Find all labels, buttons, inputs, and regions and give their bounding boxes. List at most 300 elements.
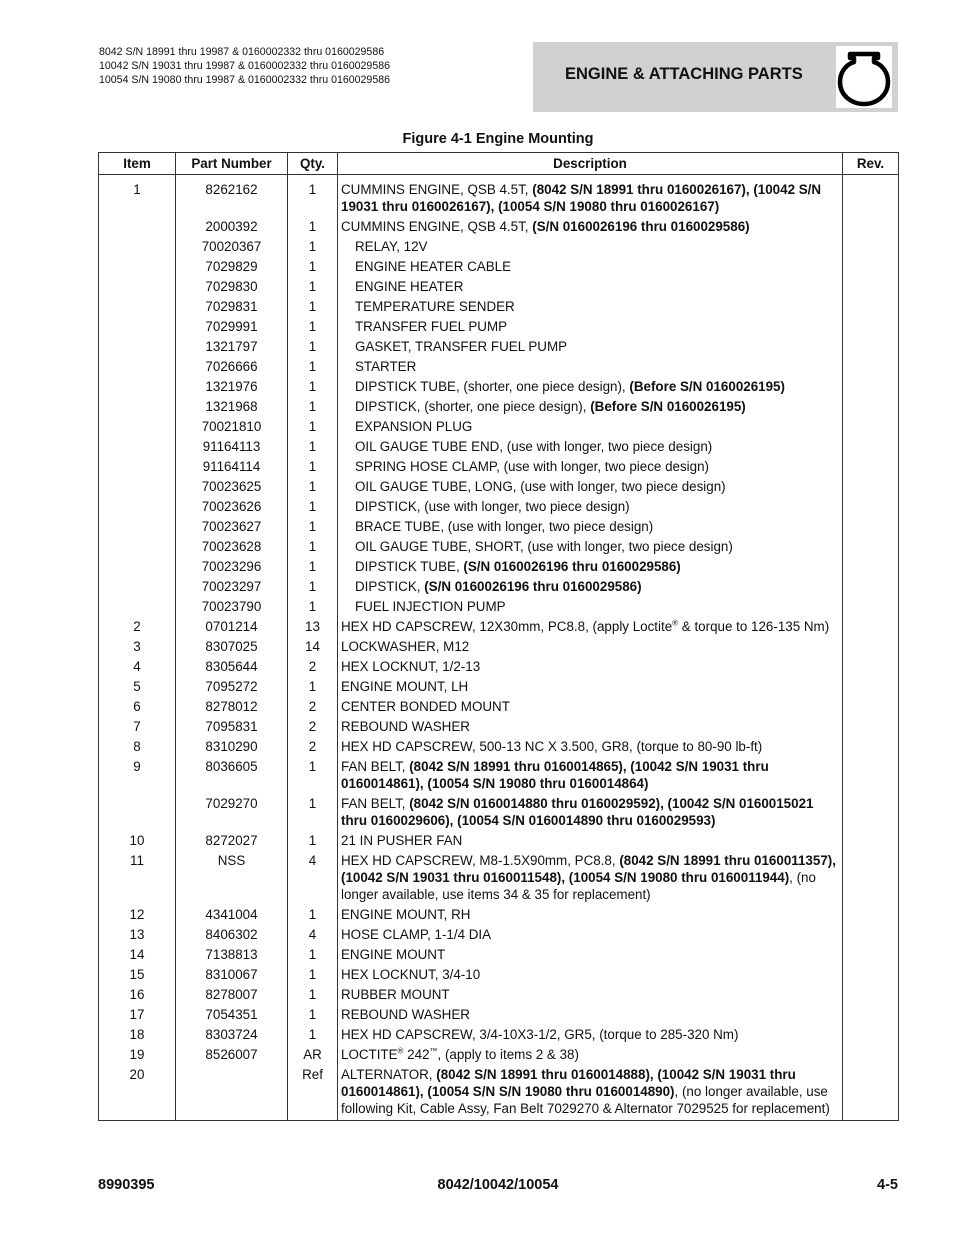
rev-cell — [843, 717, 899, 737]
description-text: REBOUND WASHER — [341, 719, 470, 734]
qty-cell: 1 — [288, 677, 338, 697]
description-text: (8042 S/N 18991 thru 0160014865), (10042 S/N 19031 thru 0160014861), (10054 S/N 19080 thru 0160014864) — [341, 759, 769, 791]
qty-cell: 2 — [288, 737, 338, 757]
table-row — [99, 717, 899, 737]
description-cell — [338, 617, 843, 637]
table-row — [99, 697, 899, 717]
footer-page-number: 4-5 — [877, 1177, 898, 1193]
part-number-cell: 7095272 — [176, 677, 288, 697]
table-row — [99, 257, 899, 277]
description-cell — [338, 537, 843, 557]
description-text: HEX HD CAPSCREW, M8-1.5X90mm, PC8.8, — [341, 853, 620, 868]
description-cell — [338, 597, 843, 617]
description-cell — [338, 1065, 843, 1121]
description-cell — [338, 637, 843, 657]
description-text: ENGINE HEATER CABLE — [355, 259, 512, 274]
part-number-cell: 4341004 — [176, 905, 288, 925]
table-row — [99, 557, 899, 577]
rev-cell — [843, 417, 899, 437]
item-cell — [99, 577, 176, 597]
description-text: , (no longer available, use following Kit, Cable Assy, Fan Belt 7029270 & Alternator 7029525 for replacement) — [341, 1084, 830, 1116]
qty-cell: 2 — [288, 717, 338, 737]
part-number-cell: 70023790 — [176, 597, 288, 617]
description-cell — [338, 417, 843, 437]
item-cell — [99, 237, 176, 257]
footer-models: 8042/10042/10054 — [437, 1177, 559, 1193]
column-header-description: Description — [338, 153, 843, 175]
description-text: , (no longer available, use items 34 & 35 for replacement) — [341, 870, 816, 902]
table-row — [99, 677, 899, 697]
description-text: RELAY, 12V — [355, 239, 428, 254]
item-cell — [99, 217, 176, 237]
part-number-cell: 8278007 — [176, 985, 288, 1005]
column-header-item: Item — [99, 153, 176, 175]
column-header-qty: Qty. — [288, 153, 338, 175]
description-cell — [338, 257, 843, 277]
item-cell — [99, 477, 176, 497]
rev-cell — [843, 297, 899, 317]
qty-cell: 1 — [288, 297, 338, 317]
description-text: OIL GAUGE TUBE END, (use with longer, two piece design) — [355, 439, 713, 454]
description-text: ENGINE MOUNT, RH — [341, 907, 471, 922]
description-cell — [338, 297, 843, 317]
description-text: EXPANSION PLUG — [355, 419, 473, 434]
rev-cell — [843, 175, 899, 218]
description-text: (Before S/N 0160026195) — [629, 379, 785, 394]
description-text: (8042 S/N 18991 thru 0160011357), (10042 S/N 19031 thru 0160011548), (10054 S/N 19080 thru 0160011944) — [341, 853, 836, 885]
description-cell — [338, 925, 843, 945]
description-cell — [338, 757, 843, 794]
table-row — [99, 985, 899, 1005]
table-row — [99, 537, 899, 557]
table-row — [99, 831, 899, 851]
qty-cell: 4 — [288, 925, 338, 945]
qty-cell: 1 — [288, 831, 338, 851]
table-row — [99, 517, 899, 537]
rev-cell — [843, 1045, 899, 1065]
rev-cell — [843, 377, 899, 397]
item-cell: 10 — [99, 831, 176, 851]
table-row — [99, 417, 899, 437]
table-row — [99, 757, 899, 794]
rev-cell — [843, 277, 899, 297]
qty-cell: 1 — [288, 517, 338, 537]
table-row — [99, 217, 899, 237]
table-row — [99, 945, 899, 965]
qty-cell: 1 — [288, 945, 338, 965]
description-cell — [338, 677, 843, 697]
description-text: HEX LOCKNUT, 3/4-10 — [341, 967, 481, 982]
rev-cell — [843, 397, 899, 417]
item-cell: 15 — [99, 965, 176, 985]
qty-cell: 1 — [288, 457, 338, 477]
part-number-cell: 8272027 — [176, 831, 288, 851]
description-cell — [338, 717, 843, 737]
table-row — [99, 277, 899, 297]
part-number-cell: 1321968 — [176, 397, 288, 417]
section-header — [533, 42, 898, 112]
serial-line: 10054 S/N 19080 thru 19987 & 0160002332 thru 0160029586 — [99, 74, 390, 86]
part-number-cell: NSS — [176, 851, 288, 905]
part-number-cell: 8303724 — [176, 1025, 288, 1045]
description-text: , (apply to items 2 & 38) — [437, 1047, 579, 1062]
item-cell — [99, 337, 176, 357]
table-row — [99, 577, 899, 597]
description-text: FUEL INJECTION PUMP — [355, 599, 506, 614]
item-cell: 20 — [99, 1065, 176, 1121]
description-cell — [338, 175, 843, 218]
description-text: CUMMINS ENGINE, QSB 4.5T, — [341, 219, 533, 234]
part-number-cell: 70023627 — [176, 517, 288, 537]
item-cell — [99, 377, 176, 397]
qty-cell: 1 — [288, 497, 338, 517]
qty-cell: 1 — [288, 237, 338, 257]
description-cell — [338, 831, 843, 851]
description-cell — [338, 737, 843, 757]
item-cell — [99, 557, 176, 577]
rev-cell — [843, 794, 899, 831]
table-row — [99, 851, 899, 905]
description-cell — [338, 985, 843, 1005]
rev-cell — [843, 697, 899, 717]
qty-cell: Ref — [288, 1065, 338, 1121]
description-cell — [338, 517, 843, 537]
table-row — [99, 477, 899, 497]
rev-cell — [843, 677, 899, 697]
part-number-cell: 1321976 — [176, 377, 288, 397]
rev-cell — [843, 945, 899, 965]
item-cell: 16 — [99, 985, 176, 1005]
description-cell — [338, 577, 843, 597]
description-text: HOSE CLAMP, 1-1/4 DIA — [341, 927, 492, 942]
qty-cell: 4 — [288, 851, 338, 905]
table-row — [99, 617, 899, 637]
description-text: CENTER BONDED MOUNT — [341, 699, 510, 714]
item-cell — [99, 357, 176, 377]
part-number-cell: 7029831 — [176, 297, 288, 317]
qty-cell: AR — [288, 1045, 338, 1065]
rev-cell — [843, 357, 899, 377]
rev-cell — [843, 637, 899, 657]
table-row — [99, 317, 899, 337]
item-cell — [99, 457, 176, 477]
table-row — [99, 1065, 899, 1121]
part-number-cell: 91164114 — [176, 457, 288, 477]
table-row — [99, 1005, 899, 1025]
footer-doc-number: 8990395 — [98, 1177, 155, 1193]
qty-cell: 13 — [288, 617, 338, 637]
item-cell: 3 — [99, 637, 176, 657]
part-number-cell: 7095831 — [176, 717, 288, 737]
part-number-cell: 8307025 — [176, 637, 288, 657]
trademark-mark: ™ — [429, 1046, 438, 1056]
rev-cell — [843, 1025, 899, 1045]
description-text: (8042 S/N 18991 thru 0160026167), (10042 S/N 19031 thru 0160026167), (10054 S/N 19080 thru 0160026167) — [341, 182, 822, 214]
part-number-cell: 7138813 — [176, 945, 288, 965]
rev-cell — [843, 851, 899, 905]
parts-table-body — [99, 175, 899, 1121]
part-number-cell: 7029830 — [176, 277, 288, 297]
item-cell — [99, 537, 176, 557]
item-cell — [99, 597, 176, 617]
description-text: 21 IN PUSHER FAN — [341, 833, 463, 848]
description-cell — [338, 217, 843, 237]
rev-cell — [843, 597, 899, 617]
part-number-cell: 70021810 — [176, 417, 288, 437]
part-number-cell: 70023625 — [176, 477, 288, 497]
qty-cell: 1 — [288, 577, 338, 597]
part-number-cell: 7054351 — [176, 1005, 288, 1025]
item-cell: 18 — [99, 1025, 176, 1045]
part-number-cell — [176, 1065, 288, 1121]
qty-cell: 1 — [288, 965, 338, 985]
item-cell: 12 — [99, 905, 176, 925]
description-cell — [338, 851, 843, 905]
part-number-cell: 70023626 — [176, 497, 288, 517]
parts-table — [98, 152, 899, 1121]
part-number-cell: 70023296 — [176, 557, 288, 577]
qty-cell: 1 — [288, 985, 338, 1005]
description-cell — [338, 697, 843, 717]
item-cell: 8 — [99, 737, 176, 757]
qty-cell: 1 — [288, 417, 338, 437]
part-number-cell: 8526007 — [176, 1045, 288, 1065]
table-row — [99, 794, 899, 831]
item-cell — [99, 257, 176, 277]
rev-cell — [843, 925, 899, 945]
table-row — [99, 437, 899, 457]
part-number-cell: 8278012 — [176, 697, 288, 717]
table-row — [99, 337, 899, 357]
item-cell: 6 — [99, 697, 176, 717]
item-cell: 9 — [99, 757, 176, 794]
item-cell: 2 — [99, 617, 176, 637]
qty-cell: 2 — [288, 697, 338, 717]
table-row — [99, 657, 899, 677]
item-cell: 11 — [99, 851, 176, 905]
description-text: DIPSTICK, — [355, 579, 425, 594]
part-number-cell: 7026666 — [176, 357, 288, 377]
trademark-mark: ® — [672, 618, 679, 628]
part-number-cell: 1321797 — [176, 337, 288, 357]
description-cell — [338, 377, 843, 397]
item-cell — [99, 437, 176, 457]
part-number-cell: 8305644 — [176, 657, 288, 677]
description-text: DIPSTICK TUBE, (shorter, one piece design), — [355, 379, 630, 394]
qty-cell: 1 — [288, 437, 338, 457]
qty-cell: 1 — [288, 905, 338, 925]
description-cell — [338, 317, 843, 337]
item-cell: 7 — [99, 717, 176, 737]
part-number-cell: 8036605 — [176, 757, 288, 794]
description-text: REBOUND WASHER — [341, 1007, 470, 1022]
description-cell — [338, 237, 843, 257]
rev-cell — [843, 1065, 899, 1121]
part-number-cell: 7029270 — [176, 794, 288, 831]
table-row — [99, 737, 899, 757]
rev-cell — [843, 905, 899, 925]
qty-cell: 1 — [288, 175, 338, 218]
rev-cell — [843, 557, 899, 577]
table-row — [99, 237, 899, 257]
description-text: 242 — [403, 1047, 430, 1062]
qty-cell: 1 — [288, 757, 338, 794]
rev-cell — [843, 437, 899, 457]
description-text: ALTERNATOR, — [341, 1067, 437, 1082]
qty-cell: 1 — [288, 597, 338, 617]
item-cell: 13 — [99, 925, 176, 945]
description-cell — [338, 1005, 843, 1025]
description-text: TEMPERATURE SENDER — [355, 299, 515, 314]
description-text: FAN BELT, — [341, 796, 410, 811]
description-text: OIL GAUGE TUBE, SHORT, (use with longer, two piece design) — [355, 539, 733, 554]
rev-cell — [843, 657, 899, 677]
part-number-cell: 70023628 — [176, 537, 288, 557]
qty-cell: 1 — [288, 337, 338, 357]
description-text: HEX HD CAPSCREW, 500-13 NC X 3.500, GR8, (torque to 80-90 lb-ft) — [341, 739, 763, 754]
description-text: HEX HD CAPSCREW, 12X30mm, PC8.8, (apply Loctite — [341, 619, 673, 634]
description-cell — [338, 397, 843, 417]
description-text: DIPSTICK, (use with longer, two piece design) — [355, 499, 630, 514]
description-text: ENGINE MOUNT — [341, 947, 446, 962]
part-number-cell: 70023297 — [176, 577, 288, 597]
part-number-cell: 7029829 — [176, 257, 288, 277]
table-row — [99, 457, 899, 477]
item-cell: 1 — [99, 175, 176, 218]
rev-cell — [843, 577, 899, 597]
part-number-cell: 7029991 — [176, 317, 288, 337]
description-cell — [338, 337, 843, 357]
description-cell — [338, 965, 843, 985]
section-title: ENGINE & ATTACHING PARTS — [565, 65, 803, 83]
description-text: TRANSFER FUEL PUMP — [355, 319, 508, 334]
serial-line: 8042 S/N 18991 thru 19987 & 0160002332 thru 0160029586 — [99, 46, 385, 58]
part-number-cell: 8310067 — [176, 965, 288, 985]
figure-title: Figure 4-1 Engine Mounting — [402, 131, 594, 147]
qty-cell: 2 — [288, 657, 338, 677]
description-cell — [338, 457, 843, 477]
description-text: BRACE TUBE, (use with longer, two piece design) — [355, 519, 654, 534]
qty-cell: 14 — [288, 637, 338, 657]
description-text: HEX LOCKNUT, 1/2-13 — [341, 659, 481, 674]
description-cell — [338, 794, 843, 831]
table-row — [99, 597, 899, 617]
item-cell: 5 — [99, 677, 176, 697]
qty-cell: 1 — [288, 557, 338, 577]
description-cell — [338, 1045, 843, 1065]
item-cell: 14 — [99, 945, 176, 965]
rev-cell — [843, 831, 899, 851]
description-cell — [338, 357, 843, 377]
rev-cell — [843, 337, 899, 357]
description-text: ENGINE HEATER — [355, 279, 464, 294]
description-text: ENGINE MOUNT, LH — [341, 679, 469, 694]
description-text: OIL GAUGE TUBE, LONG, (use with longer, two piece design) — [355, 479, 726, 494]
part-number-cell: 91164113 — [176, 437, 288, 457]
item-cell: 4 — [99, 657, 176, 677]
item-cell — [99, 497, 176, 517]
description-text: & torque to 126-135 Nm) — [678, 619, 830, 634]
description-cell — [338, 497, 843, 517]
description-text: FAN BELT, — [341, 759, 410, 774]
rev-cell — [843, 537, 899, 557]
description-text: (S/N 0160026196 thru 0160029586) — [532, 219, 750, 234]
qty-cell: 1 — [288, 1025, 338, 1045]
column-header-part-number: Part Number — [176, 153, 288, 175]
description-text: DIPSTICK TUBE, — [355, 559, 464, 574]
item-cell — [99, 277, 176, 297]
description-text: HEX HD CAPSCREW, 3/4-10X3-1/2, GR5, (torque to 285-320 Nm) — [341, 1027, 739, 1042]
rev-cell — [843, 985, 899, 1005]
table-row — [99, 1025, 899, 1045]
rev-cell — [843, 617, 899, 637]
item-cell — [99, 417, 176, 437]
description-cell — [338, 557, 843, 577]
table-row — [99, 377, 899, 397]
table-header-row — [99, 153, 899, 175]
table-row — [99, 1045, 899, 1065]
table-row — [99, 497, 899, 517]
description-cell — [338, 477, 843, 497]
table-row — [99, 905, 899, 925]
description-cell — [338, 945, 843, 965]
rev-cell — [843, 477, 899, 497]
part-number-cell: 8406302 — [176, 925, 288, 945]
part-number-cell: 0701214 — [176, 617, 288, 637]
item-cell: 17 — [99, 1005, 176, 1025]
item-cell — [99, 317, 176, 337]
item-cell — [99, 397, 176, 417]
description-text: (S/N 0160026196 thru 0160029586) — [463, 559, 681, 574]
qty-cell: 1 — [288, 317, 338, 337]
description-cell — [338, 277, 843, 297]
description-text: (8042 S/N 18991 thru 0160014888), (10042 S/N 19031 thru 0160014861), (10054 S/N S/N 19080 thru 0160014890) — [341, 1067, 796, 1099]
description-text: STARTER — [355, 359, 417, 374]
qty-cell: 1 — [288, 357, 338, 377]
rev-cell — [843, 317, 899, 337]
description-text: (Before S/N 0160026195) — [590, 399, 746, 414]
rev-cell — [843, 757, 899, 794]
rev-cell — [843, 257, 899, 277]
description-text: RUBBER MOUNT — [341, 987, 450, 1002]
rev-cell — [843, 217, 899, 237]
table-row — [99, 397, 899, 417]
serial-line: 10042 S/N 19031 thru 19987 & 0160002332 thru 0160029586 — [99, 60, 390, 72]
table-row — [99, 925, 899, 945]
qty-cell: 1 — [288, 794, 338, 831]
description-text: GASKET, TRANSFER FUEL PUMP — [355, 339, 568, 354]
qty-cell: 1 — [288, 277, 338, 297]
qty-cell: 1 — [288, 1005, 338, 1025]
description-text: DIPSTICK, (shorter, one piece design), — [355, 399, 591, 414]
description-text: SPRING HOSE CLAMP, (use with longer, two piece design) — [355, 459, 710, 474]
part-number-cell: 8310290 — [176, 737, 288, 757]
item-cell — [99, 297, 176, 317]
table-row — [99, 175, 899, 218]
rev-cell — [843, 457, 899, 477]
description-text: (8042 S/N 0160014880 thru 0160029592), (10042 S/N 0160015021 thru 0160029606), (10054 S/N 0160014890 thru 0160029593) — [341, 796, 814, 828]
qty-cell: 1 — [288, 217, 338, 237]
trademark-mark: ® — [397, 1046, 404, 1056]
item-cell — [99, 794, 176, 831]
rev-cell — [843, 237, 899, 257]
description-cell — [338, 1025, 843, 1045]
qty-cell: 1 — [288, 257, 338, 277]
engine-icon — [836, 46, 892, 108]
item-cell — [99, 517, 176, 537]
table-row — [99, 357, 899, 377]
part-number-cell: 70020367 — [176, 237, 288, 257]
